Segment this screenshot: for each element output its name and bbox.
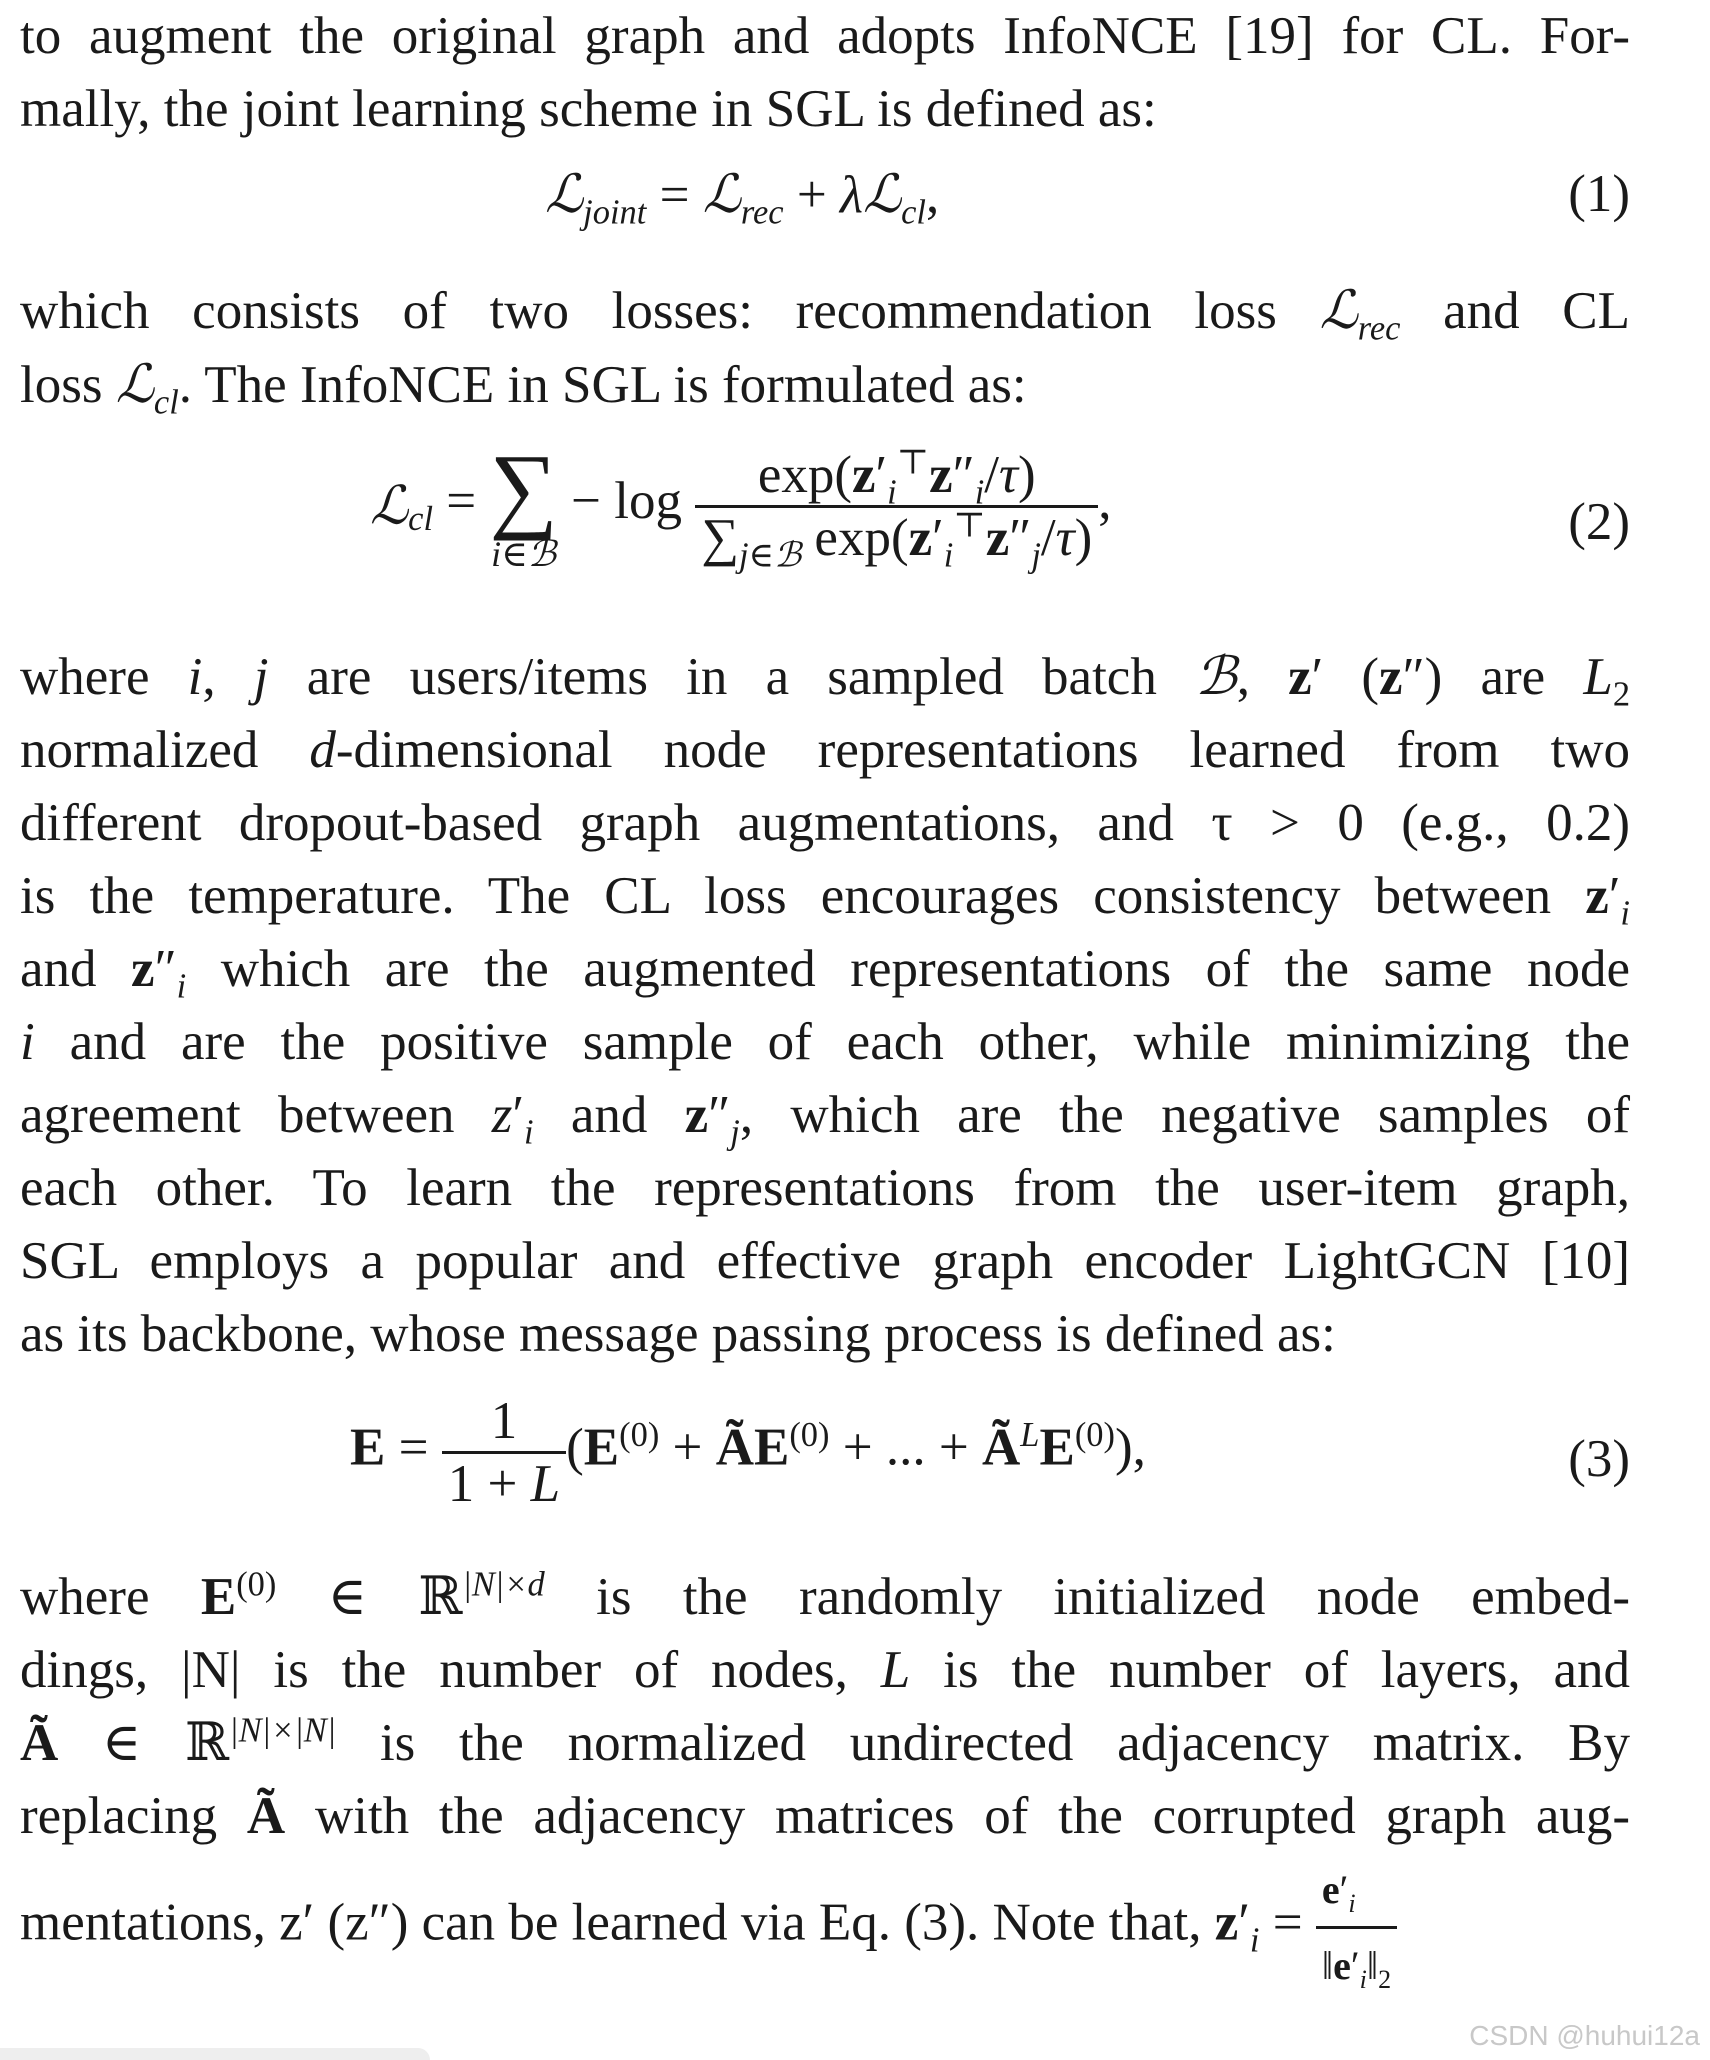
watermark: CSDN @huhui12a: [1469, 2020, 1700, 2051]
paragraph-1: [20, 0, 1630, 146]
text-line: different dropout-based graph augmentations, and τ > 0 (e.g., 0.2): [20, 794, 1630, 852]
page-bottom-edge: [0, 2048, 430, 2060]
text-line: which consists of two losses: recommendation loss ℒ$_{rec}$ and CL: [20, 280, 1631, 348]
text-line: normalized d-dimensional node representations learned from two: [20, 721, 1630, 779]
equation-3-body: E = $\frac{1}{1 + L}$ ($E^{(0)}$ + $ÃE^{(0)}$ + ... + $Ã^LE^{(0)}$),: [350, 1392, 1146, 1513]
text-line: and $z''_i$ which are the augmented representations of the same node: [20, 940, 1630, 1006]
equation-number: (2): [1568, 493, 1630, 551]
text-line: mentations, z′ (z″) can be learned via Eq. (3). Note that, $z'_i$ = $\frac{e'_i}{‖e'_i‖_2}$: [20, 1853, 1630, 2002]
text-line: each other. To learn the representations from the user-item graph,: [20, 1159, 1630, 1217]
text-line: where $E^{(0)}$ ∈ ℝ$^{|N|\times d}$ is the randomly initialized node embed-: [20, 1565, 1631, 1626]
text-line: agreement between $z'_i$ and $z''_j$, which are the negative samples of: [20, 1086, 1631, 1152]
text-line: where i, j are users/items in a sampled batch ℬ, z′ (z″) are $L_2$: [20, 646, 1631, 714]
text-line: dings, |N| is the number of nodes, L is the number of layers, and: [20, 1641, 1630, 1699]
equation-number: (3): [1568, 1430, 1630, 1488]
equation-3: [20, 1391, 1630, 1561]
paragraph-3: [20, 640, 1630, 1371]
text-line: SGL employs a popular and effective graph encoder LightGCN [10]: [20, 1232, 1630, 1290]
equation-number: (1): [1568, 165, 1630, 223]
paragraph-4: [20, 1561, 1630, 2002]
equation-2: [20, 434, 1630, 640]
text-line: as its backbone, whose message passing process is defined as:: [20, 1305, 1336, 1363]
text-line: Ã ∈ ℝ$^{|N|\times|N|}$ is the normalized undirected adjacency matrix. By: [20, 1711, 1631, 1772]
equation-1: [20, 164, 1630, 274]
text-line: loss ℒ$_{cl}$. The InfoNCE in SGL is formulated as:: [20, 354, 1027, 422]
text-line: replacing Ã with the adjacency matrices of the corrupted graph aug-: [20, 1787, 1631, 1845]
equation-2-body: ℒ$_{cl}$ = ∑ i∈ℬ − log $\frac{\exp(z'_i^⊤z''_i/\tau)}{\sum_{j\in ℬ} \exp(z'_i^⊤z''_j/\tau)}$ ,: [370, 434, 1112, 575]
text-line: is the temperature. The CL loss encourages consistency between $z'_i$: [20, 867, 1630, 933]
text-line: mally, the joint learning scheme in SGL is defined as:: [20, 80, 1157, 138]
text-line: i and are the positive sample of each other, while minimizing the: [20, 1013, 1630, 1071]
paper-page: [20, 0, 1630, 2002]
text-line: to augment the original graph and adopts InfoNCE [19] for CL. For-: [20, 7, 1630, 65]
equation-1-body: ℒ$_{joint}$ = ℒ$_{rec}$ + λℒ$_{cl}$,: [545, 164, 940, 232]
paragraph-2: [20, 274, 1630, 422]
